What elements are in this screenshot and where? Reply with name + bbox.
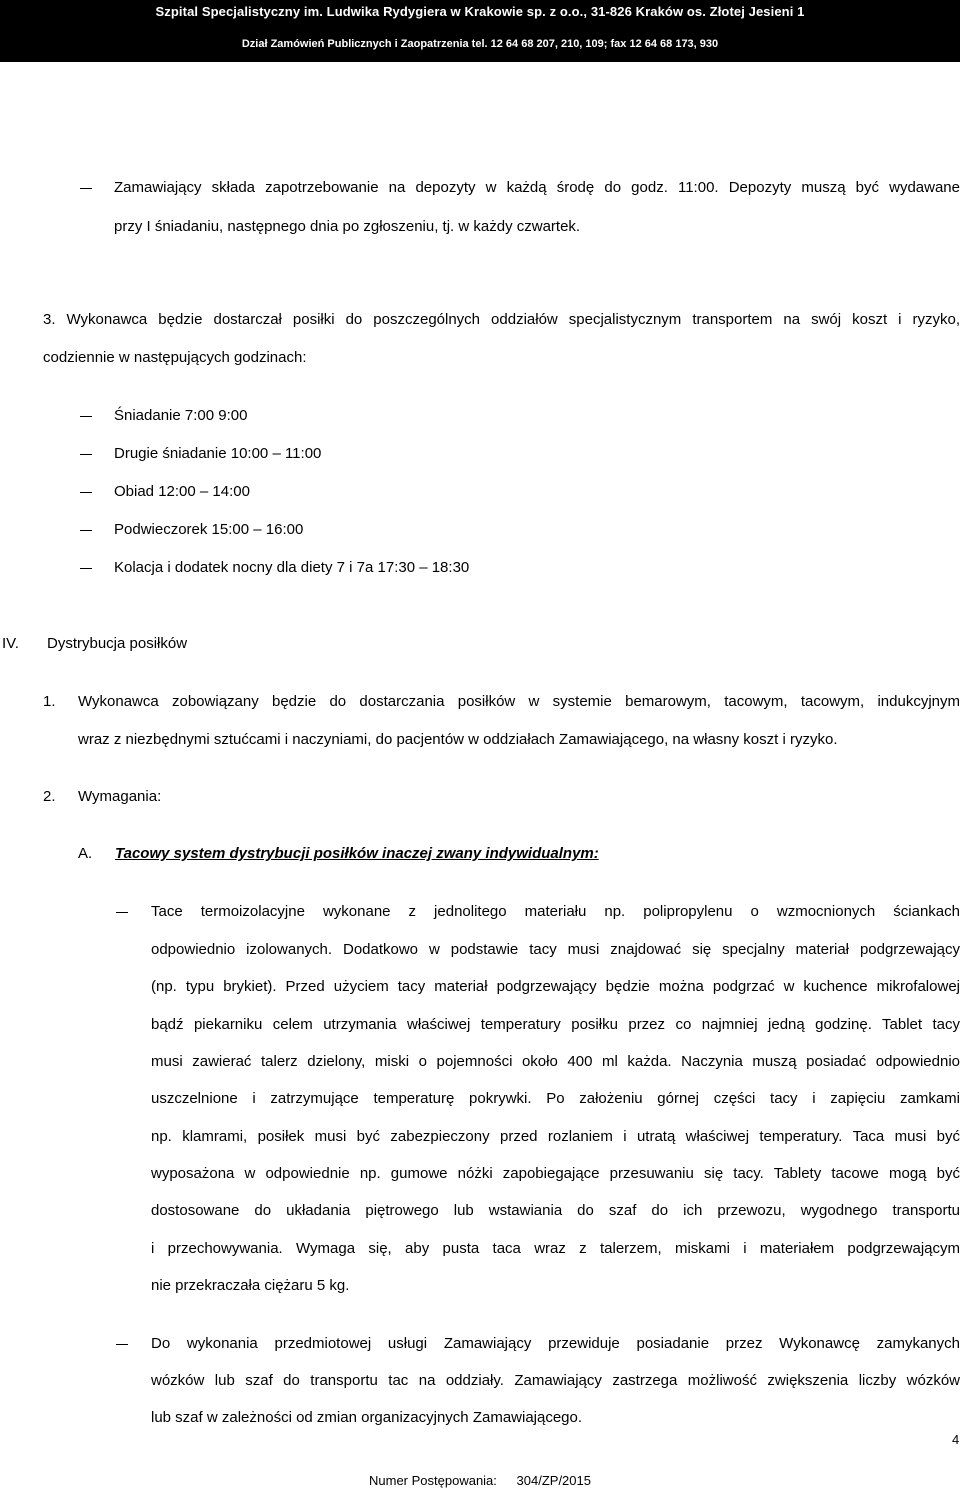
cart-line: wózków lub szaf do transportu tac na oddziały. Zamawiający zastrzega możliwość zwiększenia liczby wózków [151,1372,960,1389]
tray-line: nie przekraczała ciężaru 5 kg. [151,1277,350,1294]
procedure-number-value: 304/ZP/2015 [516,1473,591,1488]
dash-bullet [80,416,92,417]
tray-line: musi zawierać talerz dzielony, miski o pojemności około 400 ml każda. Naczynia muszą posiadać odpowiednio [151,1053,960,1070]
point-1-number: 1. [43,693,56,710]
tray-line: Tace termoizolacyjne wykonane z jednolitego materiału np. polipropylenu o wzmocnionych ściankach [151,903,960,920]
schedule-item: Drugie śniadanie 10:00 – 11:00 [114,445,322,462]
tray-line: wyposażona w odpowiednie np. gumowe nóżki zapobiegające przesuwaniu się tacy. Tablety tacowe mogą być [151,1165,960,1182]
cart-line: Do wykonania przedmiotowej usługi Zamawiający przewiduje posiadanie przez Wykonawcę zamykanych [151,1335,960,1352]
page-number: 4 [952,1432,960,1447]
deposits-line-2: przy I śniadaniu, następnego dnia po zgłoszeniu, tj. w każdy czwartek. [114,218,581,235]
procedure-number-label: Numer Postępowania: [369,1473,497,1488]
dash-bullet [80,454,92,455]
section-iv-number: IV. [2,635,19,652]
dash-bullet [80,188,92,189]
tray-line: bądź piekarniku celem utrzymania właściwej temperatury posiłku przez co najmniej jedną godzinę. Tablet tacy [151,1016,960,1033]
department-contact: Dział Zamówień Publicznych i Zaopatrzenia tel. 12 64 68 207, 210, 109; fax 12 64 68 173, 930 [241,38,719,50]
tray-line: (np. typu brykiet). Przed użyciem tacy materiał podgrzewający będzie można podgrzać w kuchence mikrofalowej [151,978,960,995]
tray-line: i przechowywania. Wymaga się, aby pusta taca wraz z talerzem, miskami i materiałem podgrzewającym [151,1240,960,1257]
schedule-item: Kolacja i dodatek nocny dla diety 7 i 7a 17:30 – 18:30 [114,559,470,576]
deposits-line-1: Zamawiający składa zapotrzebowanie na depozyty w każdą środę do godz. 11:00. Depozyty muszą być wydawane [114,179,960,196]
letterhead-banner [0,0,960,62]
section-a-letter: A. [78,845,93,862]
section-a-title: Tacowy system dystrybucji posiłków inaczej zwany indywidualnym: [115,845,599,862]
tray-line: np. klamrami, posiłek musi być zabezpieczony przed rozlaniem i utratą właściwej temperatury. Taca musi być [151,1128,960,1145]
point-1-line-2: wraz z niezbędnymi sztućcami i naczyniami, do pacjentów w oddziałach Zamawiającego, na własny koszt i ryzyko. [78,731,838,748]
dash-bullet [80,568,92,569]
schedule-item: Podwieczorek 15:00 – 16:00 [114,521,304,538]
hospital-name: Szpital Specjalistyczny im. Ludwika Rydygiera w Krakowie sp. z o.o., 31-826 Kraków os. Złotej Jesieni 1 [155,4,805,19]
dash-bullet [116,1344,128,1345]
point-3-line-1: 3. Wykonawca będzie dostarczał posiłki do poszczególnych oddziałów specjalistycznym transportem na swój koszt i ryzyko, [43,311,960,328]
dash-bullet [80,530,92,531]
cart-line: lub szaf w zależności od zmian organizacyjnych Zamawiającego. [151,1409,583,1426]
point-3-line-2: codziennie w następujących godzinach: [43,349,307,366]
tray-line: odpowiednio izolowanych. Dodatkowo w podstawie tacy musi znajdować się specjalny materiał podgrzewający [151,941,960,958]
schedule-item: Obiad 12:00 – 14:00 [114,483,250,500]
footer [0,1473,960,1488]
tray-line: uszczelnione i zatrzymujące temperaturę pokrywki. Po założeniu górnej części tacy i zapięciu zamkami [151,1090,960,1107]
dash-bullet [116,912,128,913]
point-2-number: 2. [43,788,56,805]
section-iv-title: Dystrybucja posiłków [47,635,188,652]
point-2-label: Wymagania: [78,788,162,805]
tray-line: dostosowane do układania piętrowego lub wstawiania do szaf do ich przewozu, wygodnego transportu [151,1202,960,1219]
dash-bullet [80,492,92,493]
schedule-item: Śniadanie 7:00 9:00 [114,407,248,424]
point-1-line-1: Wykonawca zobowiązany będzie do dostarczania posiłków w systemie bemarowym, tacowym, tacowym, indukcyjnym [78,693,960,710]
